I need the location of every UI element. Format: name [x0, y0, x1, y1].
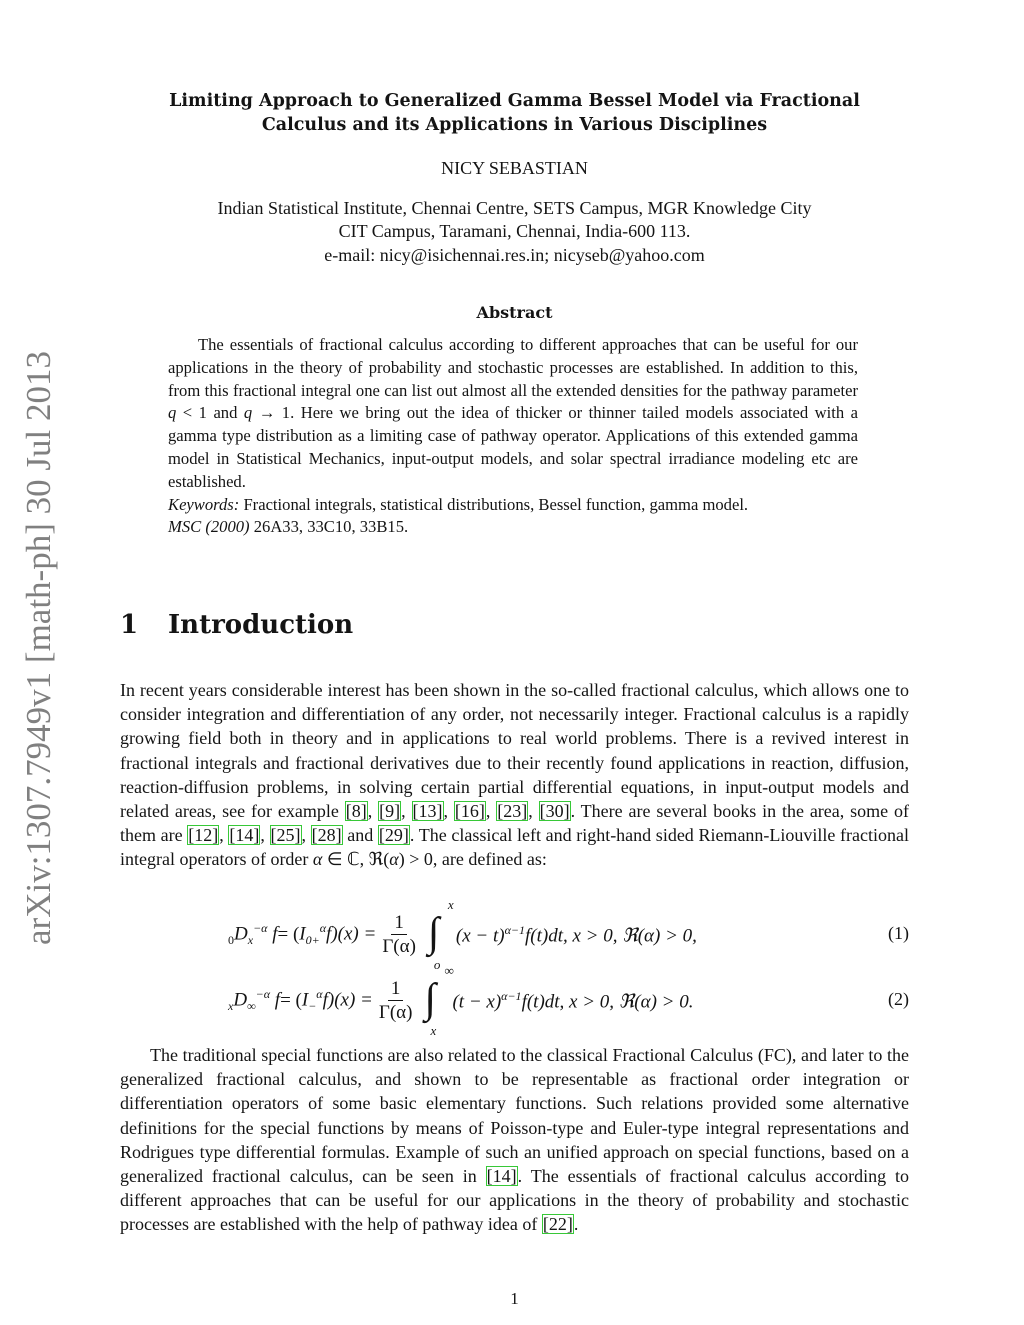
intro-paragraph-1: In recent years considerable interest has been shown in the so-called fractional calculus, which allows one to consider integration and differentiation of any order, not necessarily integer. Fractional calculus is a rapidly growing field both in theory and in applications to real world problems. There is a revived interest in fractional integrals and fractional derivatives due to their recently found applications in reaction, diffusion, reaction-diffusion problems, in solving certain partial differential equations, in input-output models and related areas, see for example [8], [9], [13], [16], [23], [30]. There are several books in the area, some of them are [12], [14], [25], [28] and [29]. The classical left and right-hand sided Riemann-Liouville fractional integral operators of order α ∈ ℂ, ℜ(α) > 0, are defined as: [120, 680, 910, 870]
citation-link-8[interactable]: [8] [345, 801, 367, 822]
msc-label: MSC (2000) [168, 517, 250, 537]
citation-link-14[interactable]: [14] [229, 825, 260, 846]
affiliation-line-2: CIT Campus, Taramani, Chennai, India-600 113. [338, 221, 691, 241]
keywords-line: Keywords: Fractional integrals, statistical distributions, Bessel function, gamma model. [168, 494, 749, 514]
citation-link-22[interactable]: [22] [542, 1214, 573, 1235]
citation-link-25[interactable]: [25] [270, 825, 301, 846]
author-name: NICY SEBASTIAN [441, 158, 588, 178]
equation-1-fraction: $\frac{1}{\Gamma(\alpha)}$ [382, 911, 416, 957]
citation-link-16[interactable]: [16] [454, 801, 485, 822]
paper-title-line-2: Calculus and its Applications in Various Disciplines [261, 115, 768, 135]
equation-2-fraction: $\frac{1}{\Gamma(\alpha)}$ [378, 977, 413, 1023]
citation-link-13[interactable]: [13] [412, 801, 443, 822]
section-title: Introduction [168, 610, 354, 640]
intro-paragraph-2: The traditional special functions are also related to the classical Fractional Calculus (FC), and later to the generalized fractional calculus, and shown to be representable as fractional order integration or differentiation operators of some basic elementary functions. Such relations provided some alternative definitions for the special functions by means of Poisson-type and Euler-type integral representations and Rodrigues type differential formulas. Example of such an unified approach on special functions, based on a generalized fractional calculus, can be seen in [14]. The essentials of fractional calculus according to different approaches that can be useful for our applications in the theory of probability and stochastic processes are established with the help of pathway idea of [22]. [120, 1045, 909, 1235]
author-email: e-mail: nicy@isichennai.res.in; nicyseb@yahoo.com [324, 245, 705, 265]
citation-link-23[interactable]: [23] [497, 801, 528, 822]
paper-title-line-1: Limiting Approach to Generalized Gamma Bessel Model via Fractional [169, 91, 860, 111]
section-heading-introduction [120, 610, 353, 640]
citation-link-28[interactable]: [28] [311, 825, 342, 846]
citation-link-14[interactable]: [14] [486, 1166, 517, 1187]
citation-link-29[interactable]: [29] [378, 825, 409, 846]
abstract-paragraph: The essentials of fractional calculus according to different approaches that can be useful for our applications in the theory of probability and stochastic processes are established. In addition to this, from this fractional integral one can list out almost all the extended densities for the pathway parameter q < 1 and q → 1. Here we bring out the idea of thicker or thinner tailed models associated with a gamma type distribution as a limiting case of pathway operator. Applications of this extended gamma model in Statistical Mechanics, input-output models, and solar spectral irradiance modeling etc are established. [168, 335, 858, 491]
integral-sign: ∫ ∞ x [424, 963, 454, 1038]
abstract-heading: Abstract [476, 303, 553, 322]
arxiv-identifier-stamp: arXiv:1307.7949v1 [math-ph] 30 Jul 2013 [19, 351, 58, 945]
page-number: 1 [510, 1289, 519, 1308]
equation-number-1: (1) [888, 923, 909, 943]
msc-line: MSC (2000) 26A33, 33C10, 33B15. [168, 517, 409, 537]
citation-link-12[interactable]: [12] [188, 825, 219, 846]
citation-link-30[interactable]: [30] [539, 801, 570, 822]
citation-link-9[interactable]: [9] [379, 801, 401, 822]
paper-title [120, 89, 909, 137]
section-number: 1 [120, 610, 139, 640]
equation-number-2: (2) [888, 989, 909, 1009]
equation-2: $_xD_\infty^{-\alpha}$ f = ( $I_-^\alpha f)(x)$ = $\frac{1}{\Gamma(\alpha)}$ ∫ ∞ x $(t - x)^{\alpha-1}f(t)dt$, x > 0, ℜ(α) > 0. (2) [228, 963, 909, 1038]
affiliation-line-1: Indian Statistical Institute, Chennai Centre, SETS Campus, MGR Knowledge City [217, 198, 812, 218]
equation-1: $_0D_x^{-\alpha}$ f = ( $I_{0+}^\alpha f)(x)$ = $\frac{1}{\Gamma(\alpha)}$ ∫ x o $(x - t)^{\alpha-1}f(t)dt$, x > 0, ℜ(α) > 0, (1) [228, 897, 909, 972]
keywords-label: Keywords: [168, 494, 240, 514]
abstract-body [168, 334, 858, 539]
integral-sign: ∫ x o [427, 897, 454, 972]
